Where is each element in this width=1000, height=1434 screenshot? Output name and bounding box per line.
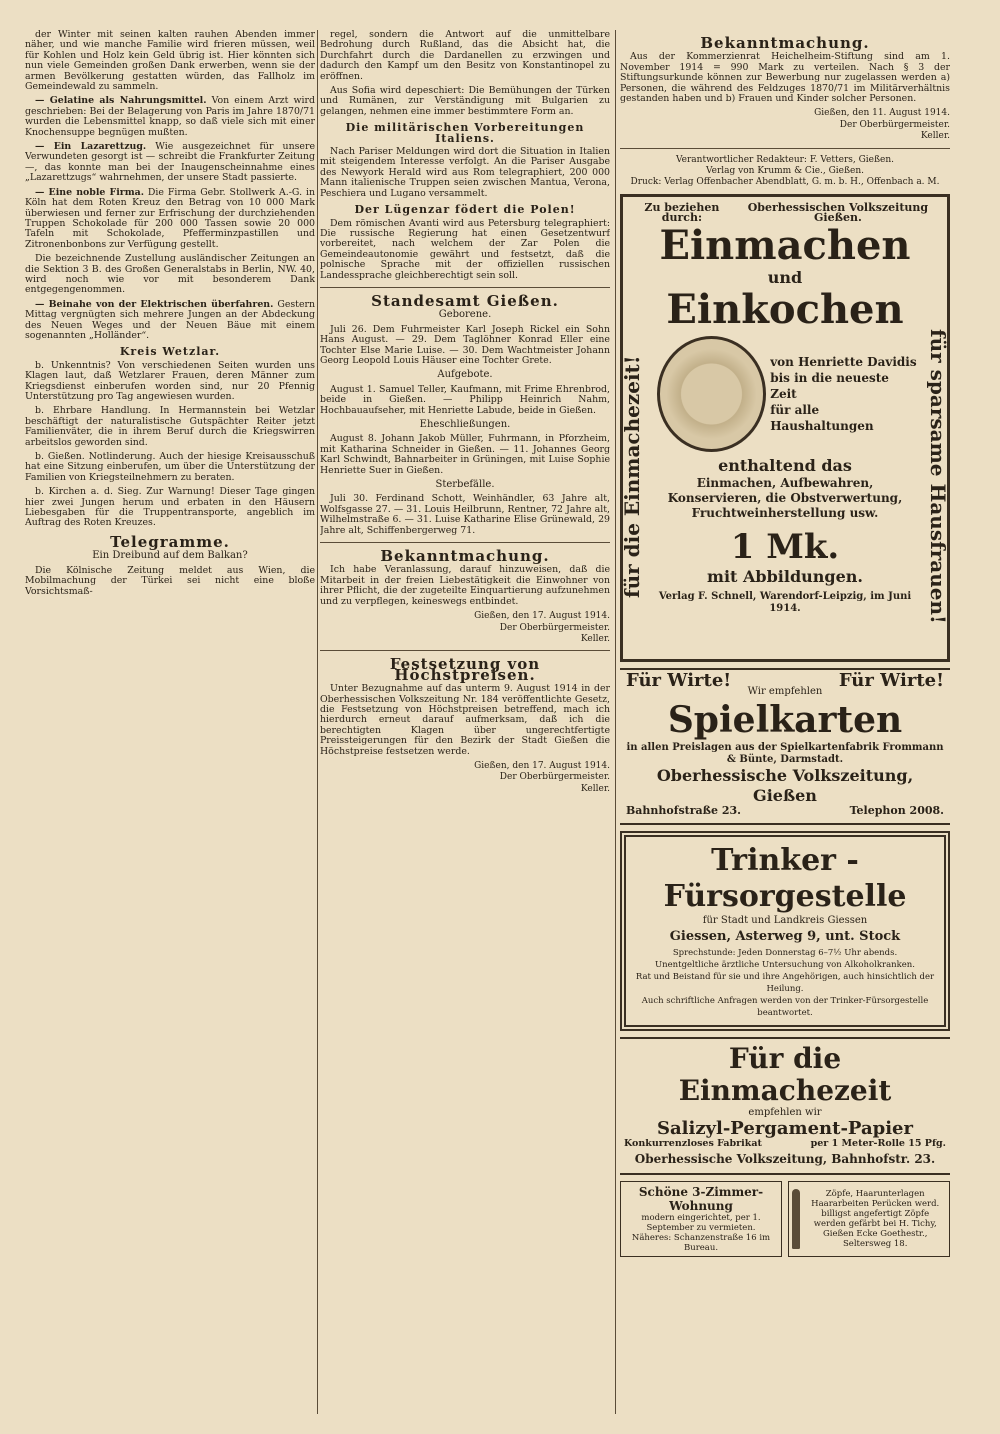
article-paragraph: Nach Pariser Meldungen wird dort die Situation in Italien mit steigendem Interesse verfolgt. An die Pariser Ausgabe des Newyork Herald wird aus Rom telegraphiert, 200 000 Mann italienische Truppen seien zwischen Mantua, Verona, Peschiera und Lugano versammelt.	[320, 146, 610, 199]
section-subtitle: Aufgebote.	[437, 369, 493, 381]
ad-address: Bahnhofstraße 23.	[626, 804, 742, 818]
ad-headline: Einkochen	[666, 285, 904, 333]
ad-text: modern eingerichtet, per 1. September zu vermieten.	[641, 1213, 761, 1234]
ad-side-text: für sparsame Hausfrauen!	[926, 329, 950, 625]
date-line: Gießen, den 11. August 1914.	[814, 108, 950, 119]
article-heading: — Eine noble Firma.	[35, 186, 144, 198]
ad-side-text: für die Einmachezeit!	[620, 355, 644, 599]
section-title: Bekanntmachung.	[380, 547, 550, 566]
signature: Der Oberbürgermeister.	[839, 119, 950, 130]
ad-text: Konkurrenzloses Fabrikat	[624, 1137, 762, 1149]
ad-spielkarten	[620, 668, 950, 825]
ad-text: Sprechstunde: Jeden Donnerstag 6–7½ Uhr abends.	[672, 947, 898, 958]
article-text: Von einem Arzt wird geschrieben: Bei der Belagerung von Paris im Jahre 1870/71 wurden die Lebensmittel knapp, so daß viele sich mit einer Knochensuppe begnügen mußten.	[25, 95, 315, 138]
article-paragraph	[25, 96, 315, 138]
ad-price: 1 Mk.	[730, 526, 840, 567]
date-line: Gießen, den 17. August 1914.	[474, 611, 610, 622]
article-heading: — Ein Lazarettzug.	[35, 141, 147, 153]
article-paragraph: Dem römischen Avanti wird aus Petersburg telegraphiert: Die russische Regierung hat einen Gesetzentwurf vorbereitet, nach welchem der Zar Polen die Gemeindeautonomie gewährt und festsetzt, daß die polnische Sprache mit der offiziellen russischen Landessprache gleichberechtigt sein soll.	[320, 217, 610, 281]
ad-text: Wir empfehlen	[747, 686, 823, 698]
divider	[320, 287, 610, 288]
section-title: Kreis Wetzlar.	[119, 345, 221, 359]
ad-text: für alle Haushaltungen	[770, 402, 874, 433]
ad-headline: Schöne 3-Zimmer-Wohnung	[638, 1185, 764, 1214]
ad-text: Näheres: Schanzenstraße 16 im Bureau.	[631, 1233, 771, 1254]
ad-label: Für Wirte!	[626, 669, 732, 691]
article-paragraph: Juli 26. Dem Fuhrmeister Karl Joseph Rickel ein Sohn Hans August. — 29. Dem Taglöhner Konrad Eller eine Tochter Else Marie Luise. — 30. Dem Wachtmeister Johann Georg Leopold Louis Häuser eine Tochter Grete.	[320, 323, 610, 366]
article-paragraph: Aus Sofia wird depeschiert: Die Bemühungen der Türken und Rumänen, zur Verständigung mit Bulgarien zu gelangen, nehmen eine immer bestimmtere Form an.	[320, 85, 610, 117]
ad-text: Rat und Beistand für sie und ihre Angehörigen, auch hinsichtlich der Heilung.	[635, 971, 935, 994]
article-heading: — Gelatine als Nahrungsmittel.	[35, 95, 207, 107]
article-paragraph: Die Kölnische Zeitung meldet aus Wien, die Mobilmachung der Türkei sei nicht eine bloße Vorsichtsmaß-	[25, 564, 315, 597]
ad-headline: Spielkarten	[667, 699, 903, 742]
imprint-line: Verlag von Krumm & Cie., Gießen.	[705, 166, 864, 177]
article-paragraph: regel, sondern die Antwort auf die unmittelbare Bedrohung durch Rußland, das die Absicht hat, die Durchfahrt durch die Dardanellen zu erzwingen und dadurch den Kampf um den Besitz von Konstantinopel zu eröffnen.	[320, 30, 610, 82]
ad-text: in allen Preislagen aus der Spielkartenfabrik Frommann & Bünte, Darmstadt.	[626, 742, 944, 766]
section-title: Der Lügenzar födert die Polen!	[354, 203, 576, 217]
ad-label: Für Wirte!	[838, 669, 944, 691]
ad-publisher: Oberhessische Volkszeitung, Bahnhofstr. 23.	[634, 1152, 936, 1167]
ad-headline: Einmachen	[659, 221, 911, 269]
divider	[620, 148, 950, 149]
ad-trinker-fuersorge	[620, 831, 950, 1031]
imprint-line: Verantwortlicher Redakteur: F. Vetters, Gießen.	[676, 154, 894, 165]
article-paragraph: Ich habe Veranlassung, darauf hinzuweisen, daß die Mitarbeit in der freien Liebestätigkeit die Einwohner von ihrer Pflicht, die der zugeteilte Einquartierung aufzunehmen und zu verpflegen, keineswegs entbindet.	[320, 564, 610, 607]
article-text: Wie ausgezeichnet für unsere Verwundeten gesorgt ist — schreibt die Frankfurter Zeitung —, das konnte man bei der Inaugenscheinnahme eines „Lazarettzugs“ wahrnehmen, der unsere Stadt passierte.	[25, 141, 315, 184]
ad-pergament-papier	[620, 1037, 950, 1175]
ad-text: empfehlen wir	[748, 1106, 822, 1118]
section-title: Telegramme.	[110, 532, 230, 551]
fruit-ornament-icon	[657, 336, 766, 452]
ad-headline: Trinker - Fürsorgestelle	[663, 842, 907, 914]
article-paragraph: b. Ehrbare Handlung. In Hermannstein bei Wetzlar beschäftigt der naturalistische Gutspächter Reiter jetzt Familienväter, die in ihrem Beruf durch die Kriegswirren arbeitslos geworden sind.	[25, 405, 315, 448]
ad-einmachen-book	[620, 194, 950, 662]
article-paragraph: b. Kirchen a. d. Sieg. Zur Warnung! Dieser Tage gingen hier zwei Jungen herum und erbaten in den Häusern Liebesgaben für die Truppentransporte, angeblich im Auftrag des Roten Kreuzes.	[25, 486, 315, 529]
signature: Keller.	[580, 783, 610, 794]
ad-headline: Für die Einmachezeit	[678, 1041, 892, 1107]
article-text: Die Firma Gebr. Stollwerk A.-G. in Köln hat dem Roten Kreuz den Betrag von 10 000 Mark überwiesen und ferner zur Erfrischung der durchziehenden Truppen Schokolade für 200 000 Tassen sowie 20 000 Tafeln mit Schokolade, Pfefferminzpastillen und Zitronenbonbons zur Verfügung gestellt.	[25, 186, 315, 250]
signature: Keller.	[920, 131, 950, 142]
article-paragraph: Aus der Kommerzienrat Heichelheim-Stiftung sind am 1. November 1914 = 990 Mark zu verteilen. Nach § 3 der Stiftungsurkunde können zur Bewerbung nur zugelassen werden a) Personen, die während des Feldzuges 1870/71 im Militärverhältnis gestanden haben und b) Frauen und Kinder solcher Personen.	[620, 51, 950, 105]
ad-headline: und	[767, 267, 803, 287]
section-title: Standesamt Gießen.	[371, 291, 559, 310]
section-subtitle: Ein Dreibund auf dem Balkan?	[92, 550, 248, 562]
column-rule	[317, 30, 318, 1414]
section-subtitle: Sterbefälle.	[435, 479, 495, 491]
ad-product: Salizyl-Pergament-Papier	[656, 1117, 913, 1139]
head-silhouette-icon	[792, 1189, 800, 1249]
column-1	[25, 30, 315, 1424]
ad-text: Zöpfe, Haarunterlagen Haararbeiten Perücken werd. billigst angefertigt Zöpfe werden gefärbt bei H. Tichy, Gießen Ecke Goethestr., Seltersweg 18.	[811, 1189, 940, 1250]
column-2	[320, 30, 610, 1424]
date-line: Gießen, den 17. August 1914.	[474, 760, 610, 771]
signature: Der Oberbürgermeister.	[499, 622, 610, 633]
article-paragraph: August 8. Johann Jakob Müller, Fuhrmann, in Pforzheim, mit Katharina Schneider in Gießen. — 11. Johannes Georg Karl Schwindt, Bahnarbeiter in Grüningen, mit Luise Sophie Henriette Suer in Gießen.	[320, 433, 610, 476]
section-subtitle: Eheschließungen.	[419, 419, 511, 430]
article-paragraph: Juli 30. Ferdinand Schott, Weinhändler, 63 Jahre alt, Wolfsgasse 27. — 31. Louis Heilbrunn, Rentner, 72 Jahre alt, Wilhelmstraße 6. — 31. Luise Katharine Elise Grünewald, 29 Jahre alt, Schiffenbergerweg 71.	[320, 493, 610, 536]
small-ads-row	[620, 1181, 950, 1257]
ad-header	[629, 200, 941, 225]
ad-text: mit Abbildungen.	[707, 566, 863, 586]
article-paragraph: August 1. Samuel Teller, Kaufmann, mit Frime Ehrenbrod, beide in Gießen. — Philipp Heinrich Nahm, Hochbauaufseher, mit Henriette Labude, beide in Gießen.	[320, 383, 610, 416]
section-title: Festsetzung von Höchstpreisen.	[389, 655, 541, 684]
ad-text: für Stadt und Landkreis Giessen	[702, 914, 868, 926]
ad-text: bis in die neueste Zeit	[770, 370, 889, 401]
ad-address: Giessen, Asterweg 9, unt. Stock	[669, 928, 901, 944]
imprint-line: Druck: Verlag Offenbacher Abendblatt, G. m. b. H., Offenbach a. M.	[630, 177, 940, 188]
section-title: Bekanntmachung.	[700, 34, 870, 52]
section-subtitle: Geborene.	[438, 309, 492, 321]
article-paragraph	[25, 142, 315, 184]
ad-price: per 1 Meter-Rolle 15 Pfg.	[810, 1137, 946, 1149]
ad-publisher: Verlag F. Schnell, Warendorf-Leipzig, im Juni 1914.	[658, 590, 912, 614]
article-text: Gestern Mittag vergnügten sich mehrere Jungen an der Abdeckung des Neuen Weges und der Neuen Bäue mit einem sogenannten „Holländer“.	[25, 298, 315, 341]
ad-publisher: Oberhessische Volkszeitung, Gießen	[656, 766, 914, 806]
article-paragraph: b. Gießen. Notlinderung. Auch der hiesige Kreisausschuß hat eine Sitzung einberufen, um über die Unterstützung der Familien von Kriegsteilnehmern zu beraten.	[25, 451, 315, 483]
column-rule	[615, 30, 616, 1414]
ad-header	[626, 669, 944, 691]
divider	[320, 542, 610, 543]
column-3	[620, 30, 950, 1424]
article-paragraph: Die bezeichnende Zustellung ausländischer Zeitungen an die Sektion 3 B. des Großen Generalstabs in Berlin, NW. 40, wird noch wie vor mit besonderem Dank entgegengenommen.	[25, 253, 315, 296]
ad-text: Unentgeltliche ärztliche Untersuchung von Alkoholkranken.	[655, 959, 915, 970]
article-heading: — Beinahe von der Elektrischen überfahren.	[35, 298, 274, 310]
divider	[320, 650, 610, 651]
ad-author: von Henriette Davidis	[770, 354, 917, 369]
article-paragraph	[25, 188, 315, 250]
ad-haararbeiten	[788, 1181, 950, 1257]
ad-label: Zu beziehen durch:	[644, 200, 720, 225]
signature: Keller.	[580, 633, 610, 644]
article-paragraph: der Winter mit seinen kalten rauhen Abenden immer näher, und wie manche Familie wird frieren müssen, weil für Kohlen und Holz kein Geld übrig ist. Hier könnten sich nun viele Gemeinden großen Dank erwerben, wenn sie der armen Bevölkerung gestatten würden, das Fallholz im Gemeindewald zu sammeln.	[25, 30, 315, 93]
article-paragraph: b. Unkenntnis? Von verschiedenen Seiten wurden uns Klagen laut, daß Wetzlarer Frauen, deren Männer zum Kriegsdienst einberufen worden sind, nur 20 Pfennig Unterstützung pro Tag angewiesen wurden.	[25, 359, 315, 402]
ad-phone: Telephon 2008.	[849, 804, 944, 818]
article-paragraph	[25, 300, 315, 342]
ad-text: enthaltend das	[718, 455, 852, 475]
ad-text: Einmachen, Aufbewahren, Konservieren, die Obstverwertung, Fruchtweinherstellung usw.	[667, 475, 903, 520]
ad-wohnung	[620, 1181, 782, 1257]
ad-text: Auch schriftliche Anfragen werden von der Trinker-Fürsorgestelle beantwortet.	[641, 995, 929, 1018]
ad-label: Oberhessischen Volkszeitung Gießen.	[747, 200, 929, 225]
signature: Der Oberbürgermeister.	[499, 772, 610, 783]
article-paragraph: Unter Bezugnahme auf das unterm 9. August 1914 in der Oberhessischen Volkszeitung Nr. 184 veröffentlichte Gesetz, die Festsetzung von Höchstpreisen betreffend, mach ich hierdurch erneut darauf aufmerksam, daß ich die berechtigten Klagen über ungerechtfertigte Preissteigerungen für den Bezirk der Stadt Gießen die Höchstpreise festsetzen werde.	[320, 683, 610, 757]
section-title: Die militärischen Vorbereitungen Italiens.	[345, 121, 585, 145]
